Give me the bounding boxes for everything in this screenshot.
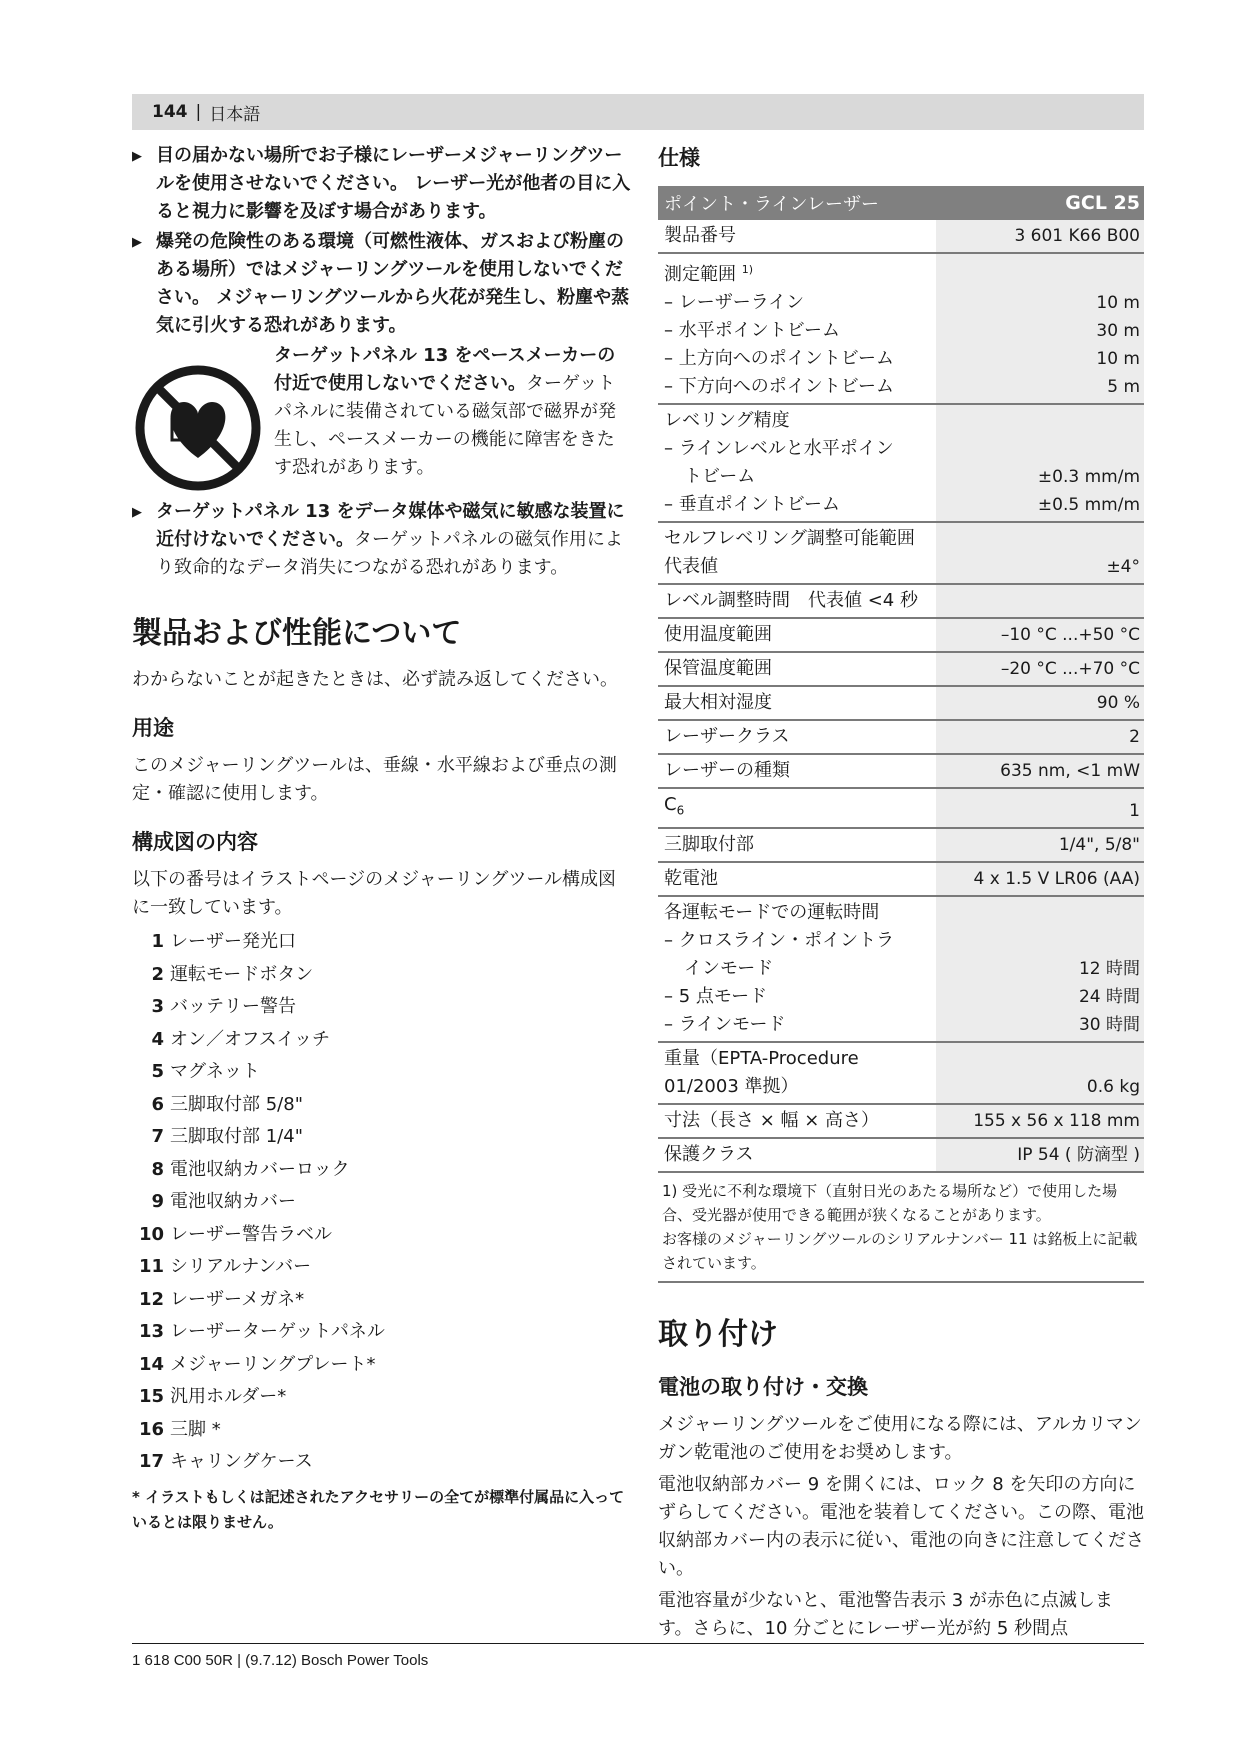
table-row <box>658 220 1144 254</box>
part-number: 10 <box>138 1223 164 1245</box>
table-row <box>658 755 1144 789</box>
components-intro: 以下の番号はイラストページのメジャーリングツール構成図に一致しています。 <box>132 869 617 918</box>
row-value: 0.6 kg <box>936 1043 1144 1103</box>
part-label: 三脚取付部 5/8" <box>170 1093 303 1115</box>
part-label: レーザー警告ラベル <box>170 1223 332 1245</box>
row-label: セルフレベリング調整可能範囲 代表値 <box>664 528 933 577</box>
row-value: 1 <box>936 789 1144 827</box>
part-label: 三脚 * <box>170 1418 221 1440</box>
list-item <box>132 1186 632 1219</box>
row-value: IP 54 ( 防滴型 ) <box>936 1139 1144 1171</box>
table-row <box>658 897 1144 1043</box>
list-item <box>132 1284 632 1317</box>
model-name: GCL 25 <box>1065 192 1140 214</box>
table-row <box>658 687 1144 721</box>
table-row <box>658 523 1144 585</box>
part-number: 12 <box>138 1288 164 1310</box>
accuracy-item: – 垂直ポイントビーム <box>664 494 841 515</box>
part-label: レーザー発光口 <box>170 931 296 952</box>
row-value: 635 nm, <1 mW <box>936 755 1144 787</box>
runtime-item: インモード <box>684 957 774 979</box>
list-item <box>132 1446 632 1479</box>
row-value: 90 % <box>936 687 1144 719</box>
accessories-footnote: * イラストもしくは記述されたアクセサリーの全てが標準付属品に入っているとは限りません。 <box>132 1487 625 1531</box>
row-value <box>936 405 1144 521</box>
part-number: 6 <box>151 1093 164 1115</box>
row-value: 155 x 56 x 118 mm <box>936 1105 1144 1137</box>
part-number: 3 <box>151 996 164 1017</box>
accuracy-value: ±0.5 mm/m <box>1037 495 1140 515</box>
battery-paragraph: メジャーリングツールをご使用になる際には、アルカリマンガン乾電池のご使用をお奨めします。 <box>658 1413 1142 1463</box>
row-label: 乾電池 <box>664 867 718 889</box>
runtime-label: 各運転モードでの運転時間 <box>664 901 880 923</box>
row-value <box>936 585 1144 617</box>
table-row <box>658 863 1144 897</box>
runtime-item: – ラインモード <box>664 1013 786 1035</box>
warning-text <box>156 498 632 582</box>
page-number: 144 <box>152 102 188 122</box>
page-header <box>132 94 1144 130</box>
part-number: 9 <box>151 1191 164 1212</box>
range-value: 10 m <box>1096 293 1140 313</box>
warning-bullet-children <box>132 142 632 226</box>
part-label: 三脚取付部 1/4" <box>170 1126 303 1147</box>
row-value: ±4° <box>936 523 1144 583</box>
row-value: 1/4", 5/8" <box>936 829 1144 861</box>
row-label <box>658 405 936 521</box>
range-item: – 水平ポイントビーム <box>664 320 841 341</box>
header-separator: | <box>195 102 202 122</box>
battery-paragraph: 電池容量が少ないと、電池警告表示 3 が赤色に点滅します。さらに、10 分ごとにレーザー光が約 5 秒間点 <box>658 1589 1113 1639</box>
pacemaker-warning-text <box>274 342 632 494</box>
table-row <box>658 254 1144 405</box>
part-label: マグネット <box>170 1061 260 1082</box>
footnote-marker: 1) <box>741 263 754 276</box>
part-number: 15 <box>138 1386 164 1407</box>
row-label: 寸法（長さ × 幅 × 高さ） <box>664 1109 880 1131</box>
accuracy-label: レベリング精度 <box>664 410 790 431</box>
c6-label: C <box>664 794 677 815</box>
components-title: 構成図の内容 <box>132 830 258 854</box>
row-value <box>936 897 1144 1041</box>
accuracy-item: – ラインレベルと水平ポイン <box>664 438 894 459</box>
row-label: 保管温度範囲 <box>664 658 772 679</box>
table-row <box>658 585 1144 619</box>
part-number: 17 <box>138 1451 164 1472</box>
runtime-item: – 5 点モード <box>664 985 768 1007</box>
row-label: 三脚取付部 <box>664 833 754 855</box>
list-item <box>132 1251 632 1284</box>
row-label: レーザークラス <box>664 726 790 747</box>
part-number: 2 <box>151 963 164 985</box>
part-number: 13 <box>138 1321 164 1342</box>
battery-paragraph: 電池収納部カバー 9 を開くには、ロック 8 を矢印の方向にずらしてください。電池を装着してください。この際、電池収納部カバー内の表示に従い、電池の向きに注意してください。 <box>658 1473 1144 1579</box>
purpose-title: 用途 <box>132 716 174 740</box>
serial-note: お客様のメジャーリングツールのシリアルナンバー 11 は銘板上に記載されています。 <box>662 1229 1138 1272</box>
list-item <box>132 991 632 1024</box>
range-value: 10 m <box>1096 349 1140 369</box>
pacemaker-warning-detail: ターゲットパネルに装備されている磁気部で磁界が発生し、ペースメーカーの機能に障害をきたす恐れがあります。 <box>274 373 616 478</box>
range-value: 30 m <box>1096 321 1140 341</box>
warning-text: 爆発の危険性のある環境（可燃性液体、ガスおよび粉塵のある場所）ではメジャーリングツールを使用しないでください。 メジャーリングツールから火花が発生し、粉塵や蒸気に引火する恐れがあります。 <box>156 231 630 336</box>
spec-footnote: 1) 受光に不利な環境下（直射日光のあたる場所など）で使用した場合、受光器が使用できる範囲が狭くなることがあります。 <box>662 1181 1118 1224</box>
bullet-arrow-icon: ▶ <box>132 149 142 164</box>
row-value: –10 °C ...+50 °C <box>936 619 1144 651</box>
battery-title: 電池の取り付け・交換 <box>658 1374 868 1399</box>
part-label: バッテリー警告 <box>170 996 296 1017</box>
install-title: 取り付け <box>658 1316 778 1352</box>
row-value <box>936 254 1144 403</box>
part-number: 4 <box>151 1028 164 1050</box>
list-item <box>132 1316 632 1349</box>
runtime-value: 30 時間 <box>1078 1014 1140 1035</box>
table-row <box>658 829 1144 863</box>
header-language: 日本語 <box>209 104 261 125</box>
row-value: 4 x 1.5 V LR06 (AA) <box>936 863 1144 895</box>
range-item: – 上方向へのポイントビーム <box>664 348 895 369</box>
list-item <box>132 1381 632 1414</box>
list-item <box>132 1056 632 1089</box>
part-label: 汎用ホルダー* <box>170 1386 287 1407</box>
list-item <box>132 1154 632 1187</box>
runtime-value: 24 時間 <box>1078 986 1140 1007</box>
range-item: – 下方向へのポイントビーム <box>664 376 895 397</box>
part-label: 電池収納カバー <box>170 1191 296 1212</box>
purpose-text: このメジャーリングツールは、垂線・水平線および垂点の測定・確認に使用します。 <box>132 755 617 804</box>
part-number: 7 <box>151 1126 164 1147</box>
list-item <box>132 1089 632 1122</box>
part-label: レーザーターゲットパネル <box>170 1321 385 1342</box>
row-label: 重量（EPTA-Procedure 01/2003 準拠） <box>664 1047 859 1097</box>
page-footer: 1 618 C00 50R | (9.7.12) Bosch Power Tools <box>132 1643 1144 1669</box>
bullet-arrow-icon: ▶ <box>132 505 142 520</box>
table-row <box>658 721 1144 755</box>
list-item <box>132 959 632 992</box>
row-value: 2 <box>936 721 1144 753</box>
table-row <box>658 653 1144 687</box>
part-number: 5 <box>151 1061 164 1082</box>
part-number: 11 <box>138 1256 164 1277</box>
pacemaker-prohibited-icon <box>132 362 264 494</box>
part-label: レーザーメガネ* <box>170 1288 305 1310</box>
range-item: – レーザーライン <box>664 292 805 313</box>
part-number: 14 <box>138 1353 164 1375</box>
spec-title: 仕様 <box>658 146 700 170</box>
list-item <box>132 1414 632 1447</box>
row-label: 製品番号 <box>664 225 736 246</box>
c6-subscript: 6 <box>676 803 685 818</box>
bullet-arrow-icon: ▶ <box>132 235 142 250</box>
row-label: レーザーの種類 <box>664 760 790 781</box>
warning-bullet-explosive <box>132 228 632 340</box>
part-number: 1 <box>151 931 164 952</box>
row-label <box>658 789 936 827</box>
table-row <box>658 789 1144 829</box>
section-intro: わからないことが起きたときは、必ず読み返してください。 <box>132 669 618 690</box>
right-column <box>658 142 1144 1647</box>
table-row <box>658 1139 1144 1173</box>
warning-text: 目の届かない場所でお子様にレーザーメジャーリングツールを使用させないでください。 レーザー光が他者の目に入ると視力に影響を及ぼす場合があります。 <box>156 145 631 222</box>
part-number: 16 <box>138 1418 164 1440</box>
table-row <box>658 405 1144 523</box>
part-label: キャリングケース <box>170 1451 313 1472</box>
pacemaker-warning <box>132 342 632 494</box>
section-title: 製品および性能について <box>132 616 462 651</box>
warning-detail: ターゲットパネルの磁気作用により致命的なデータ消失につながる恐れがあります。 <box>156 529 623 578</box>
pacemaker-warning-bold: ターゲットパネル 13 をペースメーカーの付近で使用しないでください。 <box>274 345 616 394</box>
accuracy-item: トビーム <box>684 466 756 487</box>
part-label: メジャーリングプレート* <box>170 1353 376 1375</box>
part-label: 運転モードボタン <box>170 963 314 985</box>
product-type: ポイント・ラインレーザー <box>664 194 880 215</box>
row-label <box>658 254 936 403</box>
parts-list <box>132 926 632 1479</box>
row-label: 使用温度範囲 <box>664 624 772 645</box>
part-label: オン／オフスイッチ <box>170 1028 331 1050</box>
row-label: 最大相対湿度 <box>664 692 772 713</box>
list-item <box>132 1219 632 1252</box>
range-label: 測定範囲 <box>664 264 736 285</box>
accuracy-value: ±0.3 mm/m <box>1037 467 1140 487</box>
part-label: 電池収納カバーロック <box>170 1158 350 1180</box>
list-item <box>132 1121 632 1154</box>
part-label: シリアルナンバー <box>170 1256 312 1277</box>
left-column <box>132 142 632 1535</box>
range-value: 5 m <box>1107 377 1140 397</box>
table-row <box>658 1043 1144 1105</box>
table-row <box>658 1105 1144 1139</box>
part-number: 8 <box>151 1158 164 1180</box>
list-item <box>132 1024 632 1057</box>
spec-notes <box>658 1173 1144 1283</box>
row-value: –20 °C ...+70 °C <box>936 653 1144 685</box>
warning-bullet-magnetic <box>132 498 632 582</box>
warning-bold: ターゲットパネル 13 をデータ媒体や磁気に敏感な装置に近付けないでください。 <box>156 501 625 550</box>
list-item <box>132 926 632 959</box>
list-item <box>132 1349 632 1382</box>
row-label <box>658 897 936 1041</box>
table-row <box>658 619 1144 653</box>
row-label: レベル調整時間 代表値 <4 秒 <box>664 590 918 611</box>
spec-table-header <box>658 186 1144 220</box>
row-value: 3 601 K66 B00 <box>936 220 1144 252</box>
runtime-item: – クロスライン・ポイントラ <box>664 929 895 951</box>
runtime-value: 12 時間 <box>1078 958 1140 979</box>
row-label: 保護クラス <box>664 1143 754 1165</box>
